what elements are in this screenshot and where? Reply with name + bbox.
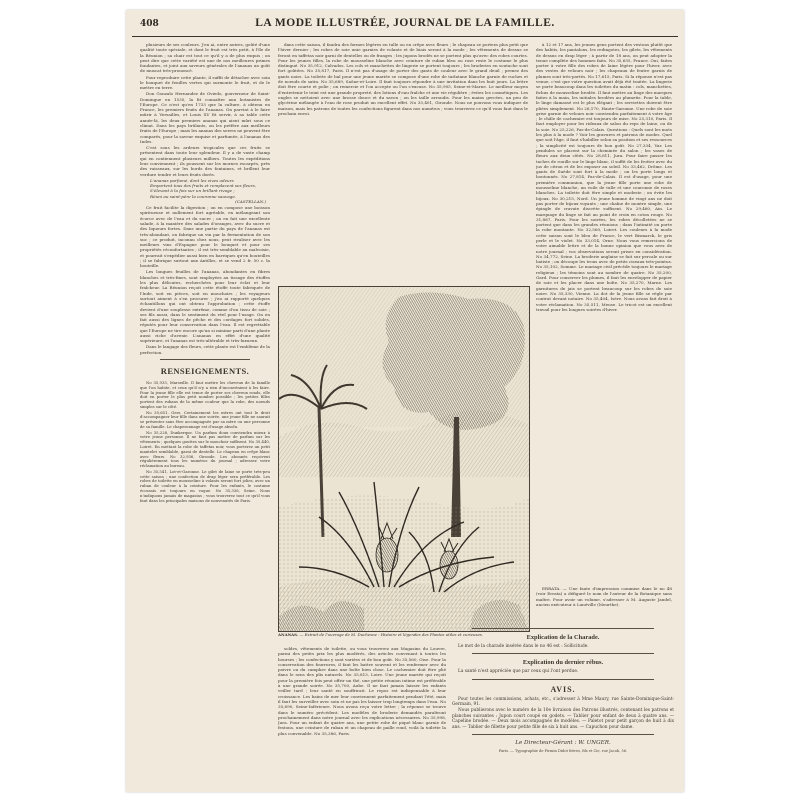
renseignement-entry: soldes, vêtements de toilette, ou vous trouverez aux Magasins du Louvre, parmi des petits prix les plus modérés, des articles convenant à toutes les bourses ; les confections y sont variées et de bon goût. No 35,560, Oise. Pour la conservation des fourrures, il faut les battre souvent et les renfermer avec du poivre ou du camphre dans une boîte bien close. Le cachemire doit être plié dans le sens des plis naturels. No 35,813, Loire. Une jeune mariée qui reçoit pour la première fois peut offrir un thé, une petite réunion intime est préférable à une grande soirée. No 35,700, Aube. Il ne faut jamais laisser les enfants veiller tard ; leur santé en souffrirait. Le repos est indispensable à leur croissance. Les bains de mer leur conviennent parfaitement pendant l'été, mais il faut les surveiller avec soin et ne pas les laisser trop longtemps dans l'eau. No 35,690, Seine-Inférieure. Nous avons reçu votre lettre ; la réponse se trouve dans le numéro précédent. Les modèles de broderie demandés paraîtront prochainement dans notre journal avec les explications nécessaires. No 35,998, Jura. Pour un enfant de quatre ans, une petite robe de piqué blanc garnie de festons, une ceinture de ruban et un chapeau de paille rond, voilà la toilette la plus convenable. No 35,386, Paris. [278, 646, 446, 736]
left-column [140, 42, 270, 784]
page-number: 408 [140, 19, 159, 29]
article-paragraph: plusieurs de ses couleurs. J'en ai, entre autres, goûté d'une qualité toute spéciale, et dont le fruit est très petit, à l'île de la Réunion ; sa chair est tout ce qu'il y a de plus exquis ; on peut dire que cette variété est une de nos meilleures primes fondantes, et joint aux saveurs générales de l'ananas un goût de muscat très-prononcé. [140, 42, 270, 74]
journal-title: LA MODE ILLUSTRÉE, JOURNAL DE LA FAMILLE. [255, 17, 555, 29]
renseignements-heading: RENSEIGNEMENTS. [160, 366, 250, 376]
renseignement-entry: No 35,228, Dunkerque. Un parfum doux conviendra mieux à votre jeune personne. Il ne faut pas mettre de parfum sur les vêtements ; quelques gouttes sur le mouchoir suffisent. No 35,440, Loiret. En mettant la robe de taffetas noir, vous porterez un petit mantelet semblable, garni de dentelle. Le chapeau en crêpe blanc avec fleurs. No 32,936, Gironde. Les abonnés reçoivent régulièrement tous les numéros du journal ; adressez votre réclamation au bureau. [140, 429, 270, 469]
section-divider [472, 653, 654, 654]
verse-line: L'ananas parfumé, dont les vives odeurs [150, 177, 234, 183]
journal-page [126, 10, 684, 792]
avis-paragraph: Nous publierons avec le numéro de la 10e livraison des Patrons illustrés, contenant les patrons et planches suivantes : Jupon court coupé en godets. — Tablier pour enfant de deux à quatre ans. — Capeline brodée. — Deux mois accompagnés de modèles. — Paletot pour petit garçon de huit à dix ans. — Tablier de fillette pour petite fille de six à huit ans. — Capuchon pour dame. [452, 708, 674, 730]
renseignement-entry: No 35,651, Gers. Certainement les mères ont tout le droit d'accompagner leur fille dans une soirée, une jeune fille ne saurait se présenter sans être accompagnée par sa mère ou une personne de sa famille. Le chaperonnage est d'usage absolu. [140, 409, 270, 429]
page-header [132, 14, 678, 37]
rebus-text: La santé n'est appréciée que par ceux qui l'ont perdue. [458, 669, 579, 675]
middle-top-text [278, 42, 528, 282]
section-divider [472, 628, 654, 629]
director-signature: Le Directeur-Gérant : W. UNGER. [515, 740, 611, 747]
article-paragraph: C'est sous les ardeurs tropicales que ces fruits se présentent dans toute leur splendeur. Il y a de vaste champ qui en contiennent plusieurs milliers. Toutes les expéditions leur conviennent ; ils poussent sur les mornes escarpés, près des ruisseaux, sur les bords des fontaines, et brillent leur verdure tendre et leurs fruits dorés. [140, 145, 270, 177]
verse-signature: (CASTELLAN.) [235, 198, 266, 204]
verse-line: S'élevant à la fois sur un brillant rivage ; [150, 188, 235, 194]
verse-line: Emportent tous des fruits et remplacent ses fleurs, [150, 182, 256, 188]
article-paragraph: Don Gonzalo Hernandez de Oviedo, gouverneur de Saint-Domingue en 1535, la fit connaître aux botanistes de l'Europe. Ce n'est qu'en 1733 que la culture, à obtenu en France, les premiers fruits de l'ananas. On parvint à le faire mûrir à Versailles, et Louis XV fit servir, à sa table cette année-là, les deux premiers ananas qui aient mûri sous ce climat. Dans les pays brûlants, on les préfère aux meilleurs fruits de l'Europe ; mais les ananas des serres ne peuvent être comparés, pour la saveur exquise et parfumée, à l'ananas des Indes. [140, 91, 270, 144]
avis-paragraph: Pour toutes les commissions, achats, etc., s'adresser à Mme Maury, rue Sainte-Dominique-Saint-Germain, 91. [452, 696, 674, 708]
right-column [536, 42, 672, 582]
errata-block [536, 586, 672, 622]
renseignement-entry: à 12 et 17 ans, les jeunes gens portent des vestons plutôt que des habits, les pantalons, les redingotes, les gilets, les vêtements de dessus en drap léger ; à partir de 18 ans, on peut adopter la tenue complète des hommes faits. No 35,655, France. Oui, faites porter à votre fille des robes de laine légère pour l'hiver, avec des vestes de velours noir ; les chapeaux de feutre garnis de plumes sont très-portés. No 17,615, Paris. Si la réponse n'est pas venue, c'est que votre question avait déjà été traitée. La lingerie se porte beaucoup dans les toilettes du matin : cols, manchettes, fichus de mousseline brodée. Il faut mettre au linge des marques faites à la main, les initiales brodées au plumetis. Pour la table, le linge damassé est le plus élégant ; les serviettes doivent être pliées simplement. No 26,170, Haute-Garonne. Une robe de soie grise garnie de velours noir conviendra parfaitement à votre âge ; le châle de cachemire est toujours de mise. No 25,310, Paris. Il faut employer pour les rideaux de salon du reps de laine, ou de la soie. No 25,226, Pas-de-Calais. Questions : Quels sont les mots les plus à la mode ? Voir les gravures et patrons de modes. Quel que soit l'âge, il faut s'habiller selon sa position et ses ressources ; la simplicité est toujours de bon goût. No 27,334, Var. Les pendules se placent sur la cheminée du salon ; les vases de fleurs aux deux côtés. No 28,811, Jura. Pour faire passer les taches de rouille sur le linge blanc, il suffit de les frotter avec du jus de citron et de les exposer au soleil. No 33,462, Drôme. Les gants de Suède sont fort à la mode ; on les porte longs et boutonnés. No 27,814, Pas-de-Calais. Il est d'usage, pour une première communion, que la jeune fille porte une robe de mousseline blanche, un voile de tulle et une couronne de roses blanches. La toilette doit être simple et modeste ; on évite les bijoux. No 30,215, Nord. Un jeune homme de vingt ans ne doit pas porter de bijoux voyants ; une chaîne de montre simple, une épingle de cravate discrète suffisent. No 29,460, Ain. Le marquage du linge se fait au point de croix en coton rouge. No 31,887, Paris. Pour les soirées, les robes décolletées ne se portent que dans les grandes réunions ; dans l'intimité on porte la robe montante. No 32,560, Loiret. Les couleurs à la mode cette saison sont le bleu de France, le vert Bismarck, le gris perle et le violet. No 33,014, Orne. Nous vous remercions de votre aimable lettre et de la bonne opinion que vous avez de notre journal ; vos observations seront prises en considération. No 34,772, Seine. La broderie anglaise se fait sur percale ou sur batiste ; on découpe les trous avec de petits ciseaux très-pointus. No 35,102, Somme. Le mariage civil précède toujours le mariage religieux ; les témoins sont au nombre de quatre. No 35,200, Gard. Pour conserver les plumes, il faut les envelopper de papier de soie et les placer dans une boîte. No 35,270, Marne. Les garnitures de jais se portent beaucoup sur les robes de soie noire. No 35,330, Vienne. La dot de la jeune fille se règle par contrat devant notaire. No 35,404, Isère. Nous avons fait droit à votre réclamation. No 35,511, Meuse. Le tricot est un excellent travail pour les longues soirées d'hiver. [536, 42, 672, 312]
article-paragraph: Les longues feuilles de l'ananas, abondantes en fibres blanches et très-fines, sont employées au tissage des étoffes les plus délicates, recherchées pour leur éclat et leur fraîcheur. La Réunion reçoit cette étoffe toute fabriquée de l'Inde, soit en pièces, soit en mouchoirs ; les voyageurs surtout aiment à s'en procurer ; j'en ai rapporté quelques échantillons qui ont obtenu l'approbation ; cette étoffe devient d'une souplesse extrême, comme d'un tissu de soie ; ses fils aussi, dans le sentiment du réel pour l'usage. On en fait aussi des lignes de pêche et des cordages fort solides, réputés pour leur conservation dans l'eau. Il est regrettable que l'Europe ne tire encore qu'un si minime parti d'une plante aussi riche d'avenir. L'ananas en effet d'une qualité supérieure, et l'ananas est très-altérable et très-luxueux. [140, 269, 270, 344]
renseignement-entry: No 35,541, Lot-et-Garonne. Le gilet de laine se porte très-peu cette saison ; une confection de drap léger sera préférable. Les robes de toilette en mousseline à volants seront fort jolies, avec un ruban de couleur à la ceinture. Pour les enfants, le costume écossais est toujours en vogue. No 35,336, Seine. Nous n'indiquons jamais de magasins ; vous trouverez tout ce qu'il vous faut dans les principales maisons de nouveautés de Paris. [140, 468, 270, 503]
article-paragraph: Ce fruit facilite la digestion ; on en compose une boisson spiritueuse et nullement fort agréable, en mélangeant son écorce avec de l'eau et du sucre ; on en fait une excellente salade, à la manière des salades d'oranges, avec du sucre et des liqueurs fortes. Dans une partie du pays de l'ananas est très-abondant, on fabrique un vin par la fermentation de son suc ; ce produit, inconnu chez nous, peut rivaliser avec les meilleurs vins d'Espagne pour le bouquet et pour ses propriétés réconfortantes ; il est très-semblable au malvoisie, et pourrait s'expédier aussi bien en barriques qu'en bouteilles ; il se fabrique surtout aux Antilles, et se vend 2 fr. 50 c. la bouteille. [140, 205, 270, 269]
caption-text: — Extrait de l'ouvrage de M. Duchesne : Histoire et légendes des Plantes utiles et curieuses. [299, 632, 483, 637]
printer-imprint: Paris. — Typographie de Firmin Didot frères, fils et Cie, rue Jacob, 56. [498, 749, 628, 754]
charade-text: Le mot de la charade insérée dans le no 46 est : Sollicitude. [458, 644, 589, 649]
renseignement-entry: dans cette saison, il faudra des formes légères en tulle ou en crêpe avec fleurs ; le chapeau se portera plus petit que l'hiver dernier ; les robes de soie unie garnies de volants et de biais seront à la mode ; les vêtements de dessus se feront en taffetas noir garni de dentelles ou de franges ; les jupons brodés ne se portent plus qu'avec des robes courtes. Pour les jeunes filles, la robe de mousseline blanche avec ceinture de ruban bleu ou rose reste le costume le plus distingué. No 35,912, Calvados. Les cols et manchettes de lingerie se portent toujours ; les broderies en soutache sont fort goûtées. No 35,817, Paris. Il n'est pas d'usage de porter des gants de couleur avec le grand deuil ; prenez des gants noirs. La toilette de bal pour une jeune mariée se compose d'une robe de tarlatane blanche garnie de ruches et de noeuds de satin. No 35,689, Saône-et-Loire. Il faut toujours répondre à une invitation dans les huit jours. La lettre doit être courte et polie ; on remercie et l'on accepte ou l'on s'excuse. No 35,905, Seine-et-Marne. Le meilleur moyen d'entretenir le teint est une grande propreté, des lotions d'eau fraîche et une vie régulière ; évitez les cosmétiques. Les ongles se nettoient avec une brosse douce et du savon ; on les taille arrondis. Pour les mains gercées, un peu de glycérine mélangée à l'eau de rose produit un excellent effet. No 35,401, Gironde. Nous ne pouvons vous indiquer de maison, mais les patrons de toutes les confections figurent dans nos numéros ; vous trouverez ce qu'il vous faut dans le prochain envoi. [278, 42, 528, 116]
pineapple-illustration [279, 287, 529, 631]
section-divider [472, 679, 654, 680]
caption-title: ANANAS. [278, 632, 299, 637]
avis-heading: AVIS. [550, 684, 576, 694]
verse-line: Réuni au saint-père la couronne sauvage. [150, 193, 237, 199]
errata-text: ERRATA. — Une faute d'impression commise dans le no 48 (voir Errata) a défiguré le nom de l'auteur de la Botanique sans maître. Pour avoir un volume, s'adresser à M. Auguste Jandel, ancien exécuteur à Lunéville (Meurthe). [536, 586, 672, 607]
middle-bottom-text [278, 646, 446, 784]
renseignement-entry: No 35,933, Marseille. Il faut mettre les cheveux de la famille que l'on habite, et ceux qu'il n'y a rien d'inconvénient à les faire. Pour la jeune fille elle est tenue de porter ses cheveux ronds, elle doit en porter le plus petit nombre possible ; les petites filles portent des rubans de la même couleur que la robe, des noeuds simples sur le côté. [140, 380, 270, 409]
notices-block [452, 624, 674, 790]
section-divider [160, 359, 250, 360]
rebus-heading: Explication du dernier rébus. [522, 659, 604, 667]
section-divider [472, 734, 654, 735]
charade-heading: Explication de la Charade. [526, 634, 600, 641]
pineapple-engraving [278, 286, 530, 632]
article-paragraph: Dans le langage des fleurs, cette plante est l'emblème de la perfection. [140, 344, 270, 355]
article-paragraph: Pour reproduire cette plante, il suffit de détacher avec soin le bouquet de feuilles vertes qui surmonte le fruit, et de le mettre en terre. [140, 74, 270, 91]
